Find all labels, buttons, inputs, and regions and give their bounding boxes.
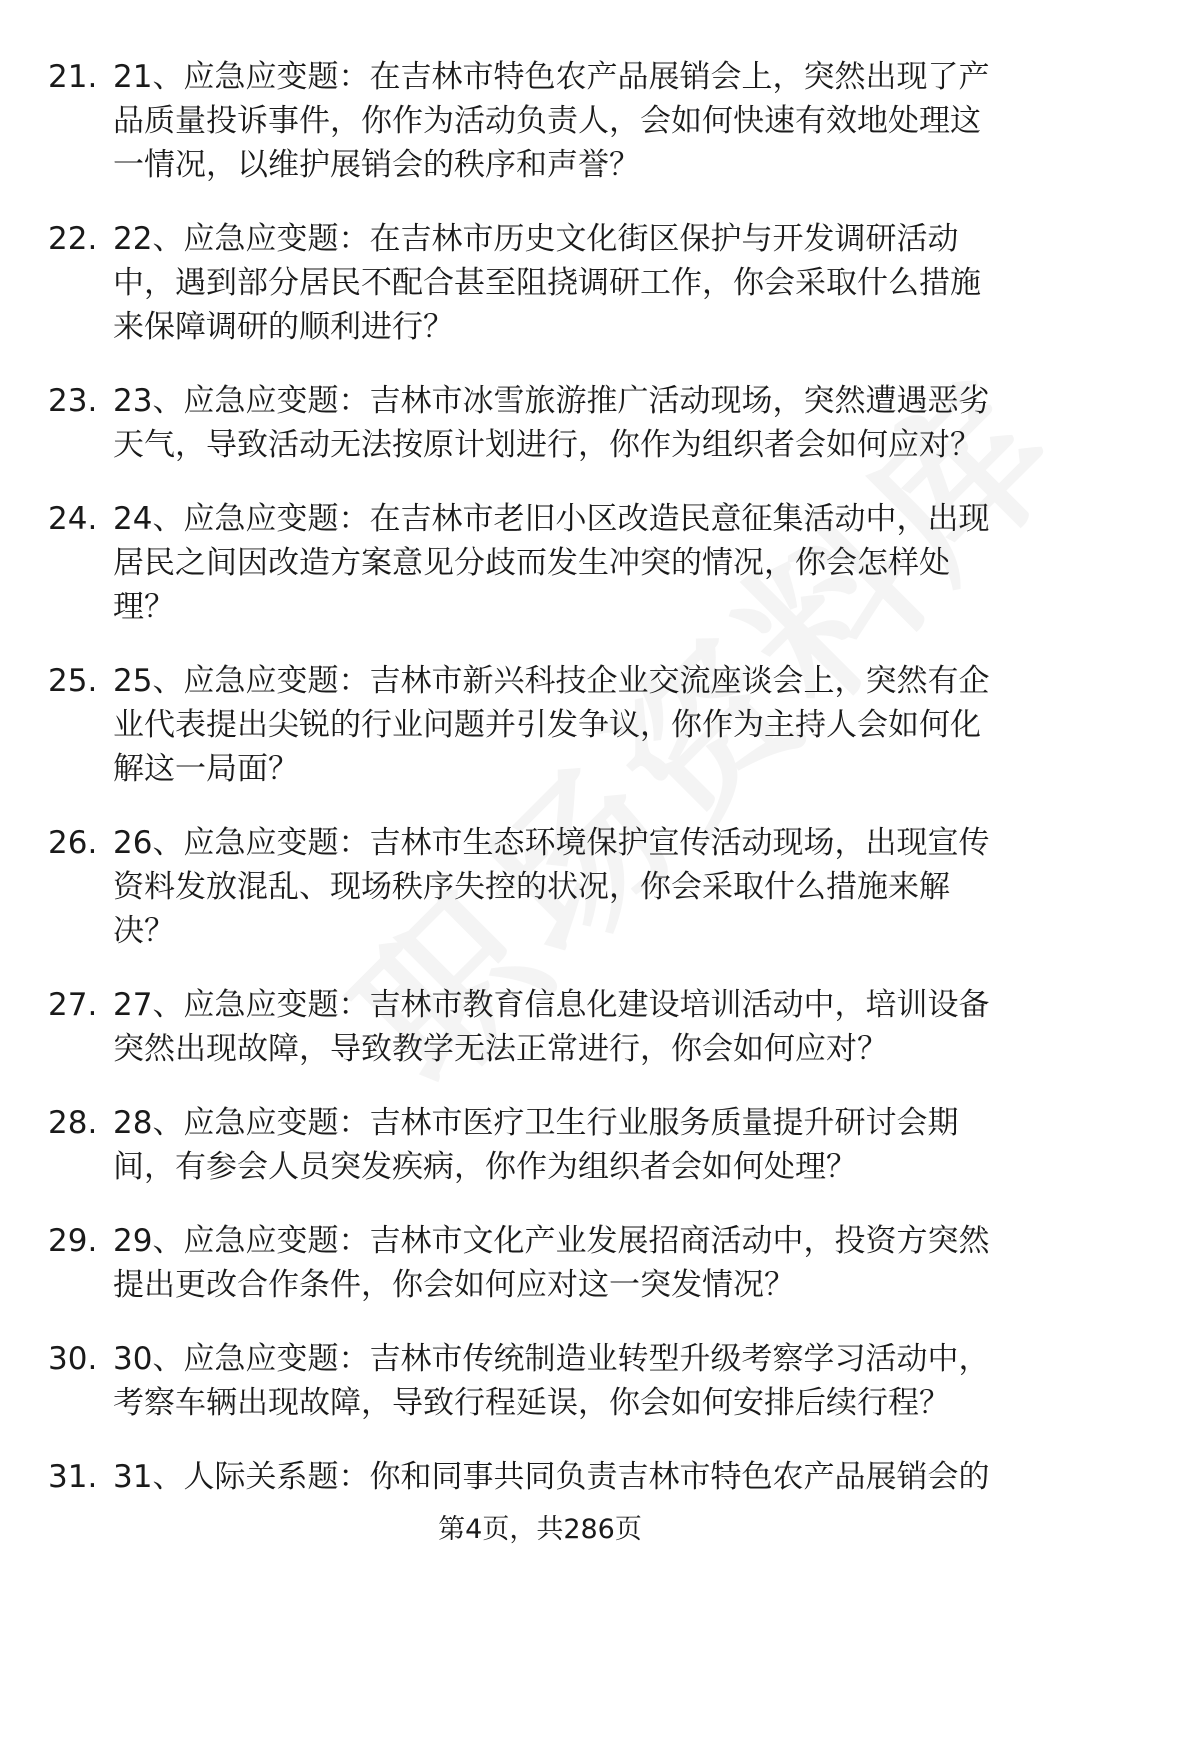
question-text-line: 24、应急应变题：在吉林市老旧小区改造民意征集活动中，出现 (113, 501, 990, 537)
page-number-label: 第4页，共286页 (438, 1514, 642, 1545)
question-text-line: 21、应急应变题：在吉林市特色农产品展销会上，突然出现了产 (113, 59, 990, 95)
question-text-line: 27、应急应变题：吉林市教育信息化建设培训活动中，培训设备 (113, 987, 990, 1023)
question-text-line: 居民之间因改造方案意见分歧而发生冲突的情况，你会怎样处 (113, 545, 950, 581)
question-text-line: 31、人际关系题：你和同事共同负责吉林市特色农产品展销会的 (113, 1459, 990, 1495)
question-text-line: 间，有参会人员突发疾病，你作为组织者会如何处理？ (113, 1149, 857, 1185)
question-text-line: 22、应急应变题：在吉林市历史文化街区保护与开发调研活动 (113, 221, 959, 257)
question-number: 24. (48, 501, 98, 537)
page-footer (0, 1512, 1080, 1548)
question-number: 27. (48, 987, 98, 1023)
question-text-line: 中，遇到部分居民不配合甚至阻挠调研工作，你会采取什么措施 (113, 265, 981, 301)
question-number: 29. (48, 1223, 98, 1259)
question-text-line: 一情况，以维护展销会的秩序和声誉？ (113, 147, 640, 183)
question-number: 31. (48, 1459, 98, 1495)
question-text-line: 28、应急应变题：吉林市医疗卫生行业服务质量提升研讨会期 (113, 1105, 959, 1141)
question-text-line: 决？ (113, 913, 175, 949)
question-number: 22. (48, 221, 98, 257)
question-text-line: 理？ (113, 589, 175, 625)
question-text-line: 业代表提出尖锐的行业问题并引发争议，你作为主持人会如何化 (113, 707, 981, 743)
question-text-line: 提出更改合作条件，你会如何应对这一突发情况？ (113, 1267, 795, 1303)
question-number: 23. (48, 383, 98, 419)
question-number: 26. (48, 825, 98, 861)
question-text-line: 29、应急应变题：吉林市文化产业发展招商活动中，投资方突然 (113, 1223, 990, 1259)
question-text-line: 天气，导致活动无法按原计划进行，你作为组织者会如何应对？ (113, 427, 981, 463)
question-text-line: 26、应急应变题：吉林市生态环境保护宣传活动现场，出现宣传 (113, 825, 990, 861)
question-text-line: 30、应急应变题：吉林市传统制造业转型升级考察学习活动中， (113, 1341, 990, 1377)
question-text-line: 考察车辆出现故障，导致行程延误，你会如何安排后续行程？ (113, 1385, 950, 1421)
question-number: 21. (48, 59, 98, 95)
question-text-line: 23、应急应变题：吉林市冰雪旅游推广活动现场，突然遭遇恶劣 (113, 383, 990, 419)
question-number: 25. (48, 663, 98, 699)
question-text-line: 来保障调研的顺利进行？ (113, 309, 454, 345)
question-number: 30. (48, 1341, 98, 1377)
question-text-line: 品质量投诉事件，你作为活动负责人，会如何快速有效地处理这 (113, 103, 981, 139)
question-text-line: 25、应急应变题：吉林市新兴科技企业交流座谈会上，突然有企 (113, 663, 990, 699)
question-text-line: 解这一局面？ (113, 751, 299, 787)
question-text-line: 资料发放混乱、现场秩序失控的状况，你会采取什么措施来解 (113, 869, 950, 905)
question-number: 28. (48, 1105, 98, 1141)
question-text-line: 突然出现故障，导致教学无法正常进行，你会如何应对？ (113, 1031, 888, 1067)
